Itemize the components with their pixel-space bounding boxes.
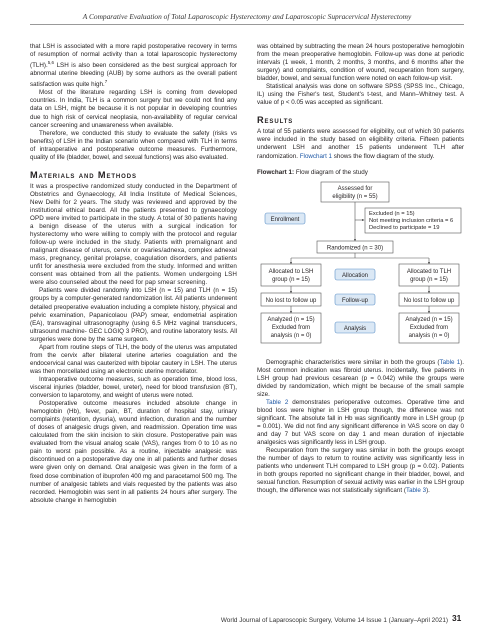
- results-text: Recuperation from the surgery was similar in both the groups except the number of days to return to routine activity was significantly less in patients who underwent TLH compared to LSH group (p = 0.02). Patients in both groups reported no significant change in their bladder, bowel, and sexual function. Resumption of sexual activity was earlier in the LSH group though, the difference was not statistically significant (: [257, 447, 464, 495]
- methods-paragraph-6: was obtained by subtracting the mean 24 hours postoperative hemoglobin from the mean preoperative hemoglobin. Follow-up was done at periodic intervals (1 week, 1 month, 2 months, 3 months, and 6 months after the surgery) and complaints, condition of wound, recuperation from surgery, bladder, bowel, and sexual function were noted on each follow-up visit.: [257, 43, 464, 83]
- tlh-allocation-count: group (n = 15): [410, 276, 448, 283]
- allocation-label: Allocation: [341, 272, 369, 279]
- results-text: Demographic characteristics were similar in both the groups (: [266, 358, 440, 366]
- methods-paragraph-7: Statistical analysis was done on software SPSS (SPSS Inc., Chicago, IL) using the Fisher's test, Student's t-test, and Mann–Whitney test. A value of p < 0.05 was accepted as significant.: [257, 83, 464, 107]
- tlh-allocation-label: Allocated to TLH: [406, 268, 452, 275]
- analysis-label: Analysis: [343, 325, 367, 332]
- results-paragraph-1: [257, 128, 464, 160]
- lsh-followup-label: No lost to follow up: [265, 297, 317, 304]
- followup-label: Follow-up: [341, 297, 369, 304]
- results-text-cont: ). Most common indication was fibroid uterus. Incidentally, five patients in LSH group had previous cesarean (p = 0.042) while the groups were divided by randomization, which might be because of the small sample size.: [257, 358, 464, 398]
- table-3-link[interactable]: Table 3: [405, 487, 427, 495]
- results-text-cont: shows the flow diagram of the study.: [332, 152, 435, 160]
- results-paragraph-3: [257, 399, 464, 447]
- flowchart-caption-label: Flowchart 1:: [257, 168, 295, 176]
- intro-text: that LSH is associated with a more rapid postoperative recovery in terms of resumption of normal activity than a total laparoscopic hysterectomy (TLH).: [30, 43, 237, 70]
- table-2-link[interactable]: Table 2: [266, 398, 289, 406]
- intro-paragraph-2: Most of the literature regarding LSH is coming from developed countries. In India, TLH is a common surgery but we could not find any data on LSH, might be because it is not popular in developing countries due to high risk of cervical neoplasia, non-availability of regular cervical cancer screening and unawareness when available.: [30, 89, 237, 129]
- flowchart-caption-text: Flow diagram of the study: [294, 168, 368, 176]
- methods-paragraph-3: Apart from routine steps of TLH, the body of the uterus was amputated from the cervix after bilateral uterine arteries coagulation and the endocervical canal was cauterized with bipolar cautery in LSH. The uterus was then morcellated using an electronic uterine morcellator.: [30, 343, 237, 375]
- results-text-cont: ).: [426, 487, 430, 495]
- results-text: A total of 55 patients were assessed for eligibility, out of which 30 patients were included in the study based on eligibility criteria. Fifteen patients underwent LSH and another 15 patients underwent TLH after randomization.: [257, 128, 464, 160]
- excluded-criteria: Not meeting inclusion criteria = 6: [369, 217, 454, 224]
- assessed-label: Assessed for: [337, 185, 373, 192]
- flowchart-caption: [257, 169, 464, 176]
- excluded-declined: Declined to participate = 19: [369, 224, 440, 231]
- results-heading: Results: [257, 115, 294, 126]
- tlh-analyzed: Analyzed (n = 15): [405, 316, 453, 323]
- lsh-allocation-label: Allocated to LSH: [268, 268, 314, 275]
- reference-superscript: 5,6: [47, 60, 54, 66]
- flowchart-diagram: [257, 178, 464, 349]
- lsh-excluded-count: analysis (n = 0): [270, 332, 312, 339]
- flowchart-link[interactable]: Flowchart 1: [299, 152, 333, 160]
- right-column: [257, 43, 464, 495]
- tlh-followup-label: No lost to follow up: [403, 297, 455, 304]
- results-paragraph-4: [257, 447, 464, 495]
- lsh-excluded: Excluded from: [271, 324, 311, 331]
- reference-superscript: 7: [104, 79, 108, 85]
- table-1-link[interactable]: Table 1: [439, 358, 461, 366]
- intro-text-cont: LSH is also been considered as the best surgical approach for abnormal uterine bleeding (AUB) by some authors as the overall patient satisfaction was quite high.: [30, 62, 237, 89]
- methods-heading: Materials and Methods: [30, 169, 137, 180]
- methods-paragraph-5: Postoperative outcome measures included absolute change in hemoglobin (Hb), fever, pain, BT, duration of hospital stay, urinary complaints (retention, dysuria), wound infection, duration and the number of doses of analgesic drugs given, and readmission. Operation time was calculated from the skin incision to skin closure. Postoperative pain was evaluated from the visual analog scale (VAS), ranges from 0 to 10 as no pain to worst pain possible. As a routine, injectable analgesic was discontinued on a postoperative day one in all patients and further doses were given only on demand. Oral analgesic was given in the form of a fixed dose combination of ibuprofen 400 mg and paracetamol 500 mg. The number of analgesic tablets and vials requested by the patients was also recorded. Hemoglobin was sent in all patients 24 hours after surgery. The absolute change in hemoglobin: [30, 400, 237, 504]
- methods-paragraph-2: Patients were divided randomly into LSH (n = 15) and TLH (n = 15) groups by a computer-generated randomization list. All patients underwent detailed preoperative evaluation including a complete history, physical and pelvic examination, Papanicolaou (PAP) smear, endometrial aspiration (EA), transvaginal ultrasonography (using 6.5 MHz vaginal transducers, ultrasound machine- GEC LOGIQ 3 PRO), and routine laboratory tests. All surgeries were done by the same surgeon.: [30, 287, 237, 343]
- results-paragraph-2: [257, 359, 464, 399]
- lsh-analyzed: Analyzed (n = 15): [267, 316, 315, 323]
- assessed-count: eligibility (n = 55): [332, 193, 378, 200]
- header-rule: [30, 24, 464, 25]
- excluded-total: Excluded (n = 15): [369, 210, 415, 217]
- results-text-cont: demonstrates perioperative outcomes. Operative time and blood loss were higher in LSH group though, the difference was not significant. The absolute fall in Hb was significantly more in LSH group (p = 0.001). We did not find any significant difference in VAS score on day 0 and day 7 but VAS score on day 1 and mean duration of injectable analgesics was significantly less in LSH group.: [257, 398, 464, 447]
- page-number: 31: [452, 613, 462, 623]
- running-head: A Comparative Evaluation of Total Laparoscopic Hysterectomy and Laparoscopic Supracervical Hysterectomy: [82, 12, 412, 21]
- lsh-allocation-count: group (n = 15): [272, 276, 310, 283]
- randomized-label: Randomized (n = 30): [326, 245, 384, 252]
- methods-paragraph-1: It was a prospective randomized study conducted in the Department of Obstetrics and Gynaecology, All India Institute of Medical Sciences, New Delhi for 2 years. The study was reviewed and approved by the institutional ethical board. All the patients presented to gynaecology OPD were invited to participate in the study. A total of 30 patients having a benign disease of the uterus with a surgical indication for hysterectomy who were willing to comply with the protocol and regular follow-up were included in the study. Patients with premalignant and malignant disease of uterus, cervix or ovaries/adnexa, complex adnexal mass, pregnancy, genital prolapse, coagulation disorders, and patients unfit for anesthesia were excluded from the study. Informed and written consent was obtained from all the patients. Women undergoing LSH were also counseled about the need for pap smear screening.: [30, 182, 237, 287]
- tlh-excluded-count: analysis (n = 0): [408, 332, 450, 339]
- intro-paragraph-3: Therefore, we conducted this study to evaluate the safety (risks vs benefits) of LSH in the Indian scenario when compared with TLH in terms of intraoperative and postoperative outcome measures. Furthermore, quality of life (bladder, bowel, and sexual functions) was also evaluated.: [30, 129, 237, 161]
- tlh-excluded: Excluded from: [409, 324, 449, 331]
- enrollment-label: Enrollment: [270, 216, 300, 223]
- methods-paragraph-4: Intraoperative outcome measures, such as operation time, blood loss, visceral injuries (bladder, bowel, ureter), need for blood transfusion (BT), conversion to laparotomy, and weight of uterus were noted.: [30, 375, 237, 400]
- journal-footer: World Journal of Laparoscopic Surgery, Volume 14 Issue 1 (January–April 2021): [220, 617, 448, 624]
- left-column: [30, 43, 237, 505]
- intro-paragraph-1: [30, 43, 237, 89]
